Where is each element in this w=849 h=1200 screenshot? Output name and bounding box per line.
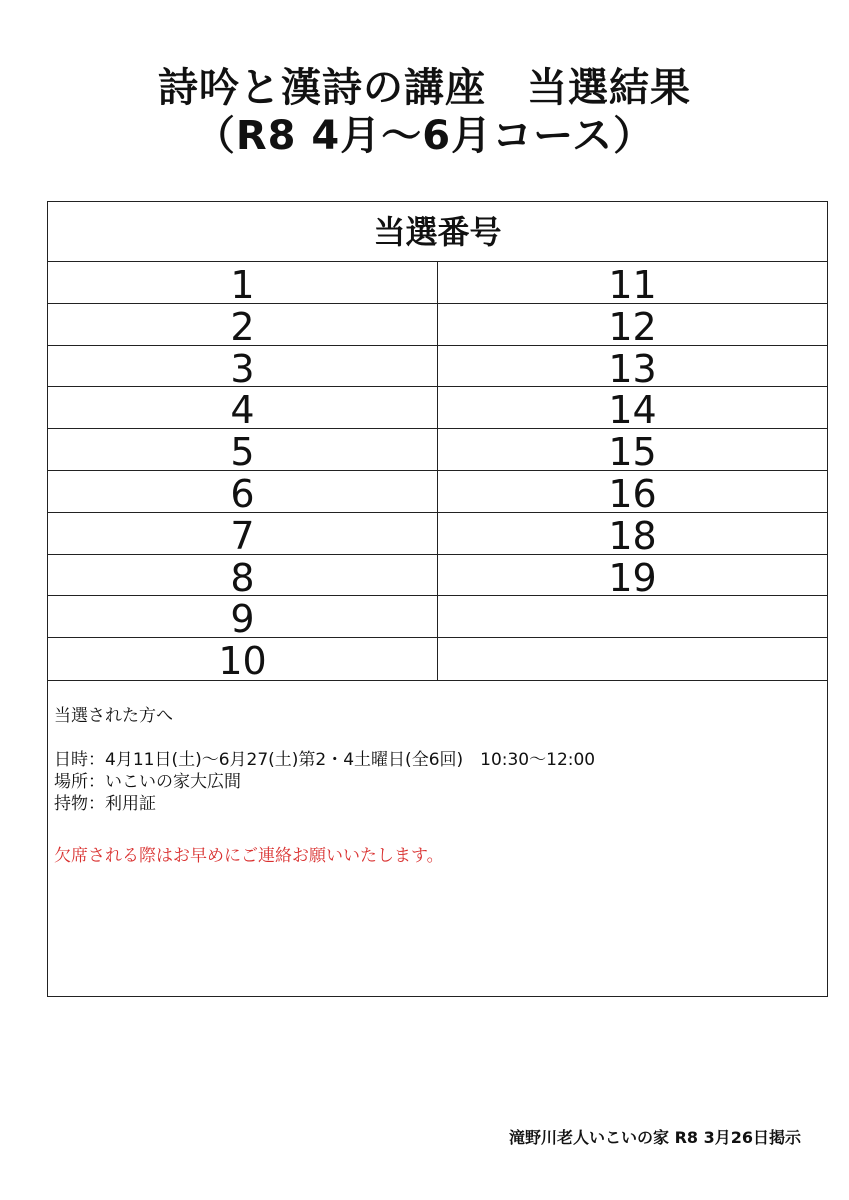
posting-footer: 滝野川老人いこいの家 R8 3月26日掲示 xyxy=(509,1128,801,1147)
number-cell: 13 xyxy=(438,346,827,388)
number-cell: 15 xyxy=(438,429,827,471)
number-cell: 19 xyxy=(438,555,827,597)
number-cell: 4 xyxy=(48,387,437,429)
number-cell-empty xyxy=(438,596,827,638)
number-cell: 5 xyxy=(48,429,437,471)
datetime-text: 日時：4月11日(土)～6月27(土)第2・4土曜日(全6回) 10:30～12:00 xyxy=(54,750,596,770)
number-cell: 1 xyxy=(48,262,437,304)
items-text: 持物：利用証 xyxy=(54,794,156,814)
number-cell: 7 xyxy=(48,513,437,555)
page-title: 詩吟と漢詩の講座 当選結果 xyxy=(158,65,691,111)
number-cell: 2 xyxy=(48,304,437,346)
right-number-column xyxy=(438,262,827,680)
number-cell-empty xyxy=(438,638,827,680)
info-section xyxy=(48,680,827,996)
winning-numbers-header: 当選番号 xyxy=(48,202,827,262)
number-cell: 3 xyxy=(48,346,437,388)
page-subtitle: （R8 4月～6月コース） xyxy=(194,113,655,159)
number-cell: 10 xyxy=(218,639,267,680)
number-cell: 6 xyxy=(48,471,437,513)
number-cell: 18 xyxy=(438,513,827,555)
number-cell: 8 xyxy=(48,555,437,597)
number-cell: 12 xyxy=(438,304,827,346)
results-box xyxy=(47,201,828,997)
number-cell: 14 xyxy=(438,387,827,429)
number-cell: 16 xyxy=(438,471,827,513)
number-cell: 11 xyxy=(438,262,827,304)
absence-notice: 欠席される際はお早めにご連絡お願いいたします。 xyxy=(54,846,444,866)
left-number-column xyxy=(48,262,438,680)
number-cell: 9 xyxy=(48,596,437,638)
greeting-text: 当選された方へ xyxy=(54,706,173,726)
place-text: 場所：いこいの家大広間 xyxy=(54,772,241,792)
